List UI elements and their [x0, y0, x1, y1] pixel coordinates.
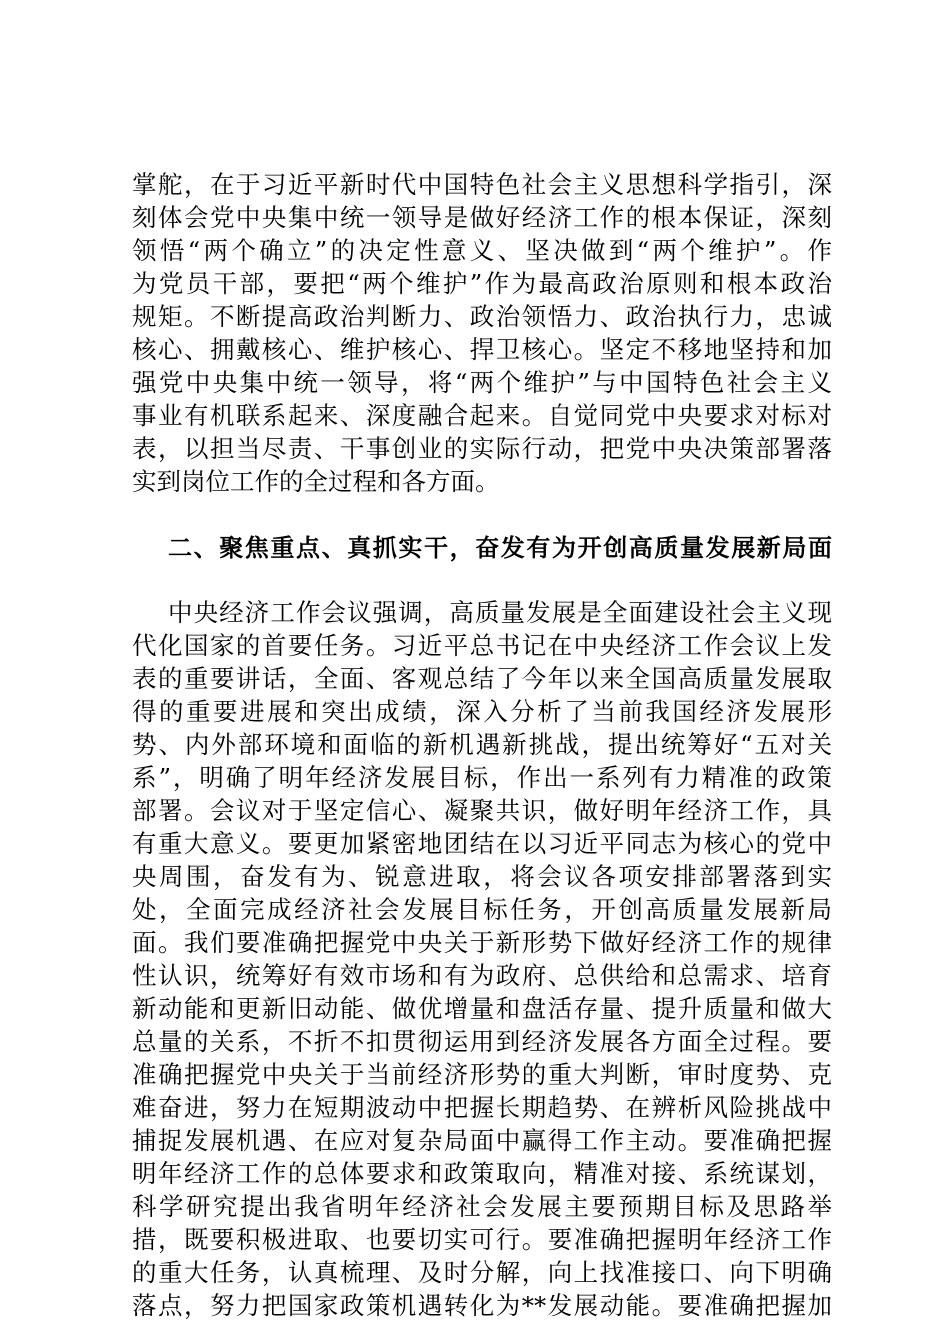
section-heading: 二、聚焦重点、真抓实干，奋发有为开创高质量发展新局面 — [168, 534, 832, 562]
paragraph-line: 落点，努力把国家政策机遇转化为**发展动能。要准确把握加 — [132, 1291, 832, 1320]
paragraph-line: 强党中央集中统一领导，将“两个维护”与中国特色社会主义 — [132, 368, 832, 397]
paragraph-line: 新动能和更新旧动能、做优增量和盘活存量、提升质量和做大 — [132, 994, 832, 1023]
paragraph-line: 有重大意义。要更加紧密地团结在以习近平同志为核心的党中 — [132, 829, 832, 858]
paragraph-line: 性认识，统筹好有效市场和有为政府、总供给和总需求、培育 — [132, 961, 832, 990]
paragraph-line: 代化国家的首要任务。习近平总书记在中央经济工作会议上发 — [132, 631, 832, 660]
paragraph-line: 掌舵，在于习近平新时代中国特色社会主义思想科学指引，深 — [132, 170, 832, 199]
paragraph-line: 事业有机联系起来、深度融合起来。自觉同党中央要求对标对 — [132, 401, 832, 430]
paragraph-line: 难奋进，努力在短期波动中把握长期趋势、在辨析风险挑战中 — [132, 1093, 832, 1122]
paragraph-line: 核心、拥戴核心、维护核心、捍卫核心。坚定不移地坚持和加 — [132, 335, 832, 364]
paragraph-line: 实到岗位工作的全过程和各方面。 — [132, 467, 500, 496]
paragraph-line: 总量的关系，不折不扣贯彻运用到经济发展各方面全过程。要 — [132, 1027, 832, 1056]
paragraph-line: 为党员干部，要把“两个维护”作为最高政治原则和根本政治 — [132, 269, 832, 298]
paragraph-line: 得的重要进展和突出成绩，深入分析了当前我国经济发展形 — [132, 697, 832, 726]
paragraph-line: 规矩。不断提高政治判断力、政治领悟力、政治执行力，忠诚 — [132, 302, 832, 331]
paragraph-line: 明年经济工作的总体要求和政策取向，精准对接、系统谋划， — [132, 1159, 832, 1188]
paragraph-line: 势、内外部环境和面临的新机遇新挑战，提出统筹好“五对关 — [132, 730, 832, 759]
paragraph-line: 刻体会党中央集中统一领导是做好经济工作的根本保证，深刻 — [132, 203, 832, 232]
paragraph-line: 央周围，奋发有为、锐意进取，将会议各项安排部署落到实 — [132, 862, 832, 891]
paragraph-line: 处，全面完成经济社会发展目标任务，开创高质量发展新局 — [132, 895, 832, 924]
paragraph-line: 捕捉发展机遇、在应对复杂局面中赢得工作主动。要准确把握 — [132, 1126, 832, 1155]
paragraph-line: 领悟“两个确立”的决定性意义、坚决做到“两个维护”。作 — [132, 236, 832, 265]
paragraph-line: 科学研究提出我省明年经济社会发展主要预期目标及思路举 — [132, 1192, 832, 1221]
paragraph-line: 中央经济工作会议强调，高质量发展是全面建设社会主义现 — [168, 598, 832, 627]
paragraph-line: 系”，明确了明年经济发展目标，作出一系列有力精准的政策 — [132, 763, 832, 792]
paragraph-line: 准确把握党中央关于当前经济形势的重大判断，审时度势、克 — [132, 1060, 832, 1089]
paragraph-line: 部署。会议对于坚定信心、凝聚共识，做好明年经济工作，具 — [132, 796, 832, 825]
paragraph-line: 表，以担当尽责、干事创业的实际行动，把党中央决策部署落 — [132, 434, 832, 463]
paragraph-line: 面。我们要准确把握党中央关于新形势下做好经济工作的规律 — [132, 928, 832, 957]
paragraph-line: 措，既要积极进取、也要切实可行。要准确把握明年经济工作 — [132, 1225, 832, 1254]
paragraph-line: 的重大任务，认真梳理、及时分解，向上找准接口、向下明确 — [132, 1258, 832, 1287]
paragraph-line: 表的重要讲话，全面、客观总结了今年以来全国高质量发展取 — [132, 664, 832, 693]
